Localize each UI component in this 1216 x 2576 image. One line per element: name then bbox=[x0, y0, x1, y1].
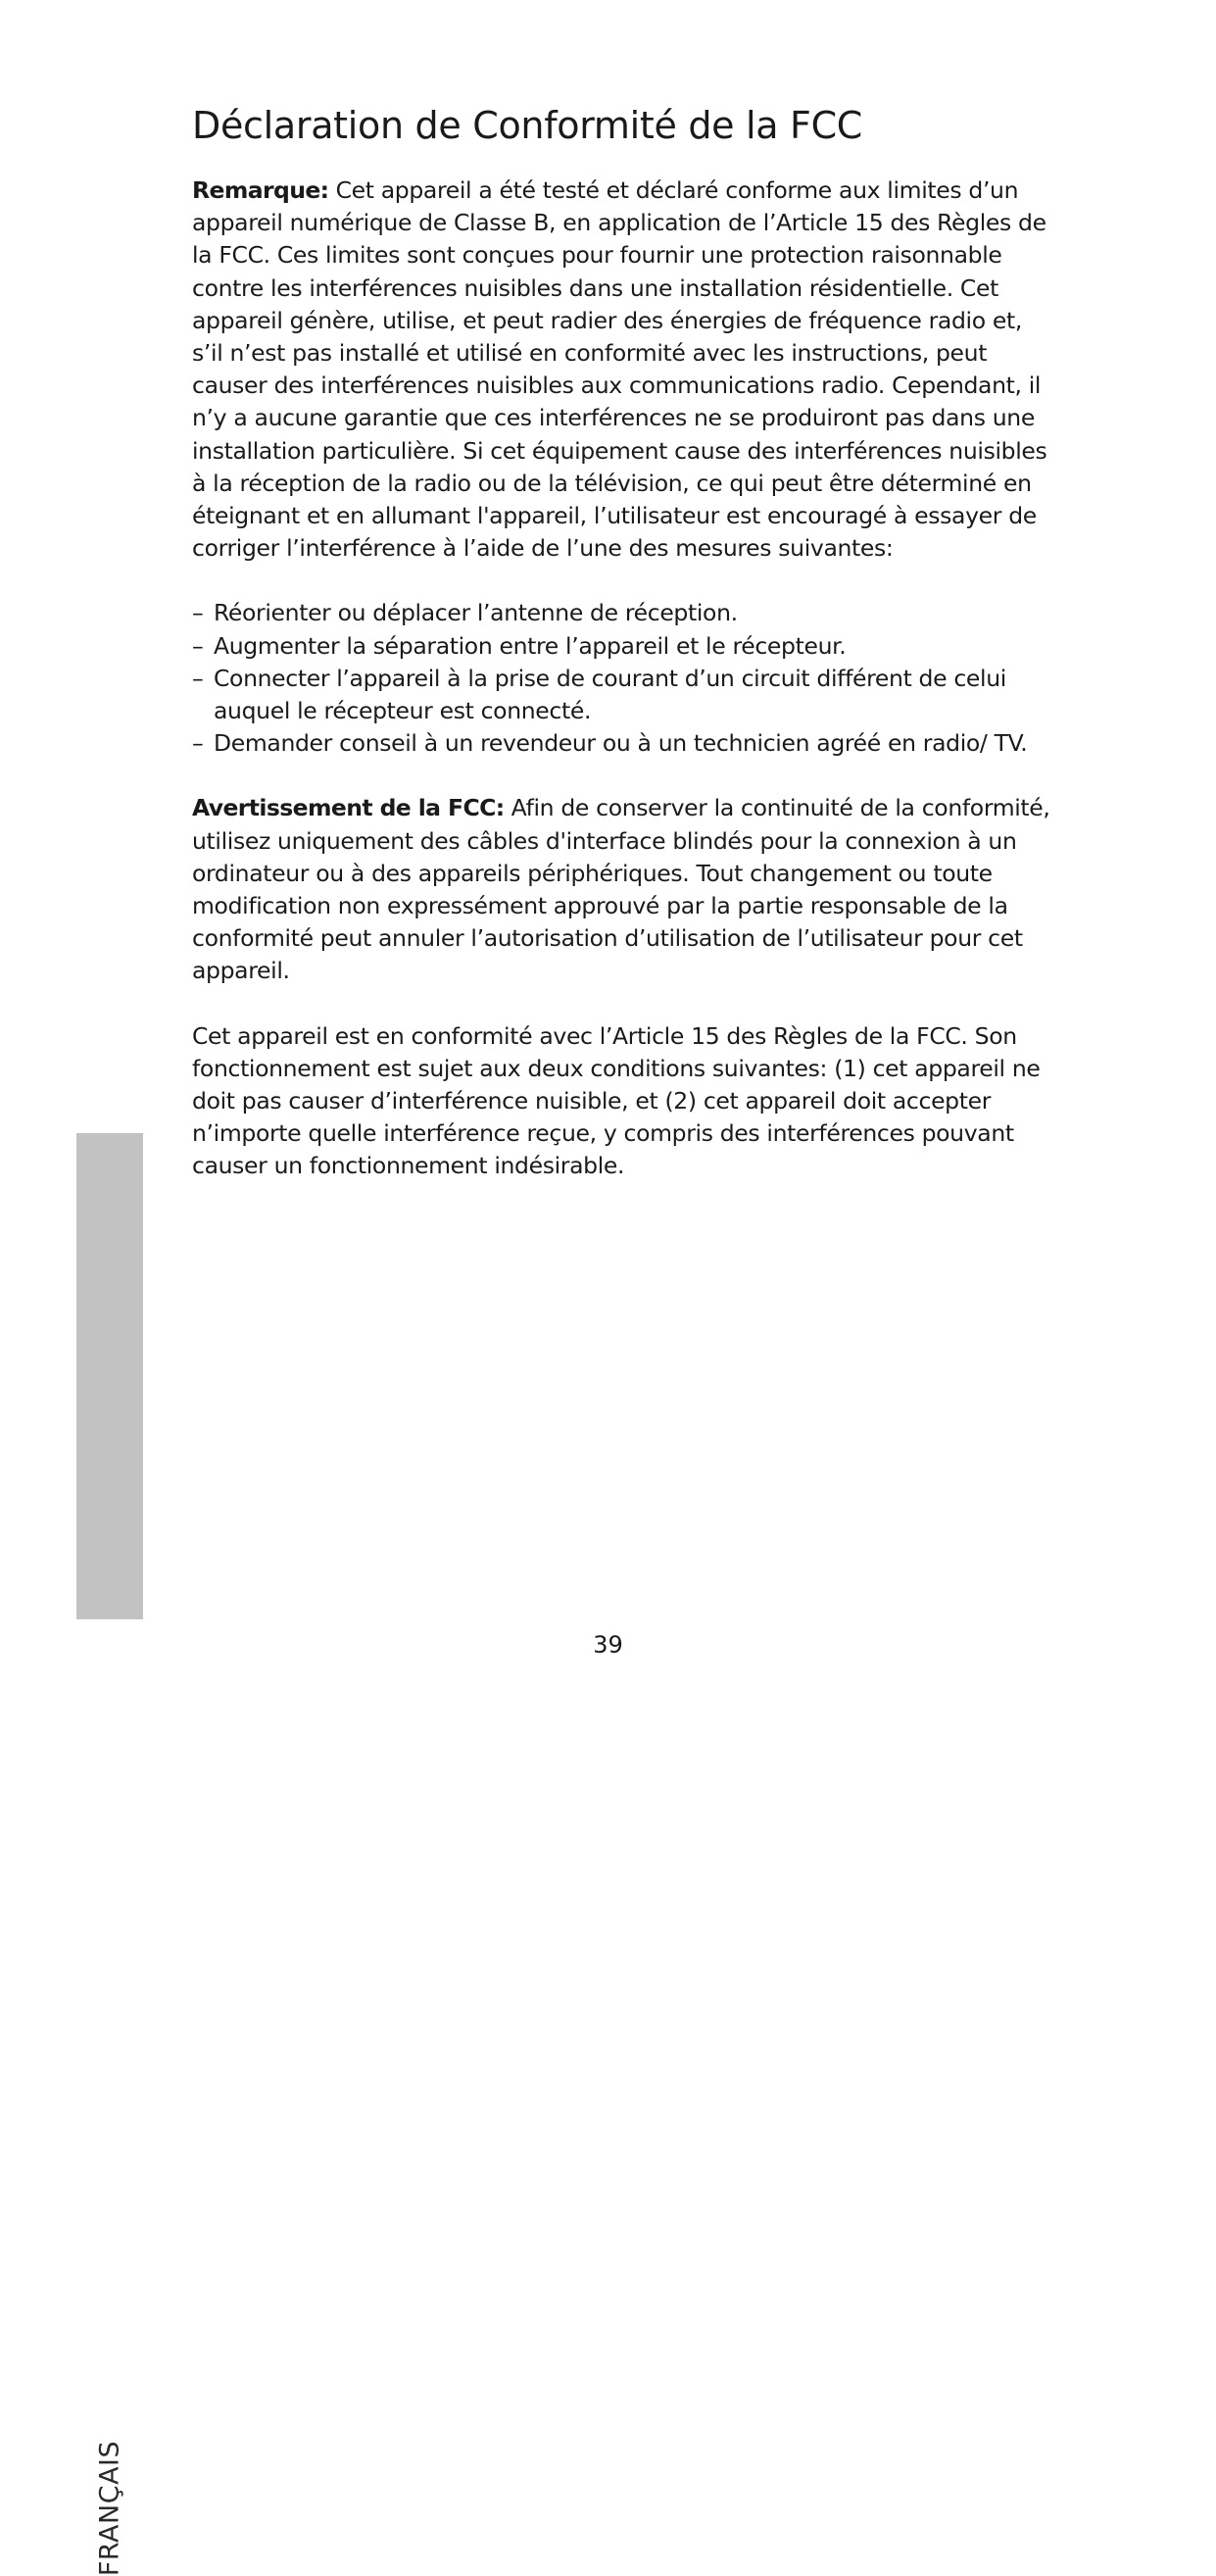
list-item-text: Connecter l’appareil à la prise de courant d’un circuit différent de celui auquel le récepteur est connecté. bbox=[214, 664, 1006, 725]
measures-list bbox=[192, 597, 1054, 760]
list-item-text: Réorienter ou déplacer l’antenne de réception. bbox=[214, 599, 738, 627]
dash-marker: – bbox=[192, 729, 204, 758]
note-paragraph bbox=[192, 174, 1054, 565]
list-item bbox=[192, 630, 1054, 663]
dash-marker: – bbox=[192, 631, 204, 660]
list-item-text: Augmenter la séparation entre l’appareil et le récepteur. bbox=[214, 631, 847, 660]
document-body bbox=[192, 174, 1054, 1183]
list-item bbox=[192, 727, 1054, 760]
list-item-text: Demander conseil à un revendeur ou à un technicien agréé en radio/ TV. bbox=[214, 729, 1028, 758]
note-text: Cet appareil a été testé et déclaré conforme aux limites d’un appareil numérique de Classe B, en application de l’Article 15 des Règles de la FCC. Ces limites sont conçues pour fournir une protection raisonnable contre les interférences nuisibles dans une installation résidentielle. Cet appareil génère, utilise, et peut radier des énergies de fréquence radio et, s’il n’est pas installé et utilisé en conformité avec les instructions, peut causer des interférences nuisibles aux communications radio. Cependant, il n’y a aucune garantie que ces interférences ne se produiront pas dans une installation particulière. Si cet équipement cause des interférences nuisibles à la réception de la radio ou de la télévision, ce qui peut être déterminé en éteignant et en allumant l'appareil, l’utilisateur est encouragé à essayer de corriger l’interférence à l’aide de l’une des mesures suivantes: bbox=[192, 176, 1047, 563]
language-label: FRANÇAIS bbox=[94, 2440, 125, 2576]
list-item bbox=[192, 597, 1054, 629]
list-item bbox=[192, 663, 1054, 727]
dash-marker: – bbox=[192, 599, 204, 627]
dash-marker: – bbox=[192, 664, 204, 692]
language-side-tab bbox=[76, 1133, 143, 2576]
warning-text: Afin de conserver la continuité de la conformité, utilisez uniquement des câbles d'interface blindés pour la connexion à un ordinateur ou à des appareils périphériques. Tout changement ou toute modification non expressément approuvé par la partie responsable de la conformité peut annuler l’autorisation d’utilisation de l’utilisateur pour cet appareil. bbox=[192, 794, 1050, 985]
page-number: 39 bbox=[593, 1631, 623, 1659]
warning-label: Avertissement de la FCC: bbox=[192, 794, 505, 822]
page-title: Déclaration de Conformité de la FCC bbox=[192, 104, 863, 147]
compliance-paragraph: Cet appareil est en conformité avec l’Article 15 des Règles de la FCC. Son fonctionnement est sujet aux deux conditions suivantes: (1) cet appareil ne doit pas causer d’interférence nuisible, et (2) cet appareil doit accepter n’importe quelle interférence reçue, y compris des interférences pouvant causer un fonctionnement indésirable. bbox=[192, 1021, 1041, 1180]
note-label: Remarque: bbox=[192, 176, 329, 204]
warning-paragraph bbox=[192, 792, 1054, 987]
